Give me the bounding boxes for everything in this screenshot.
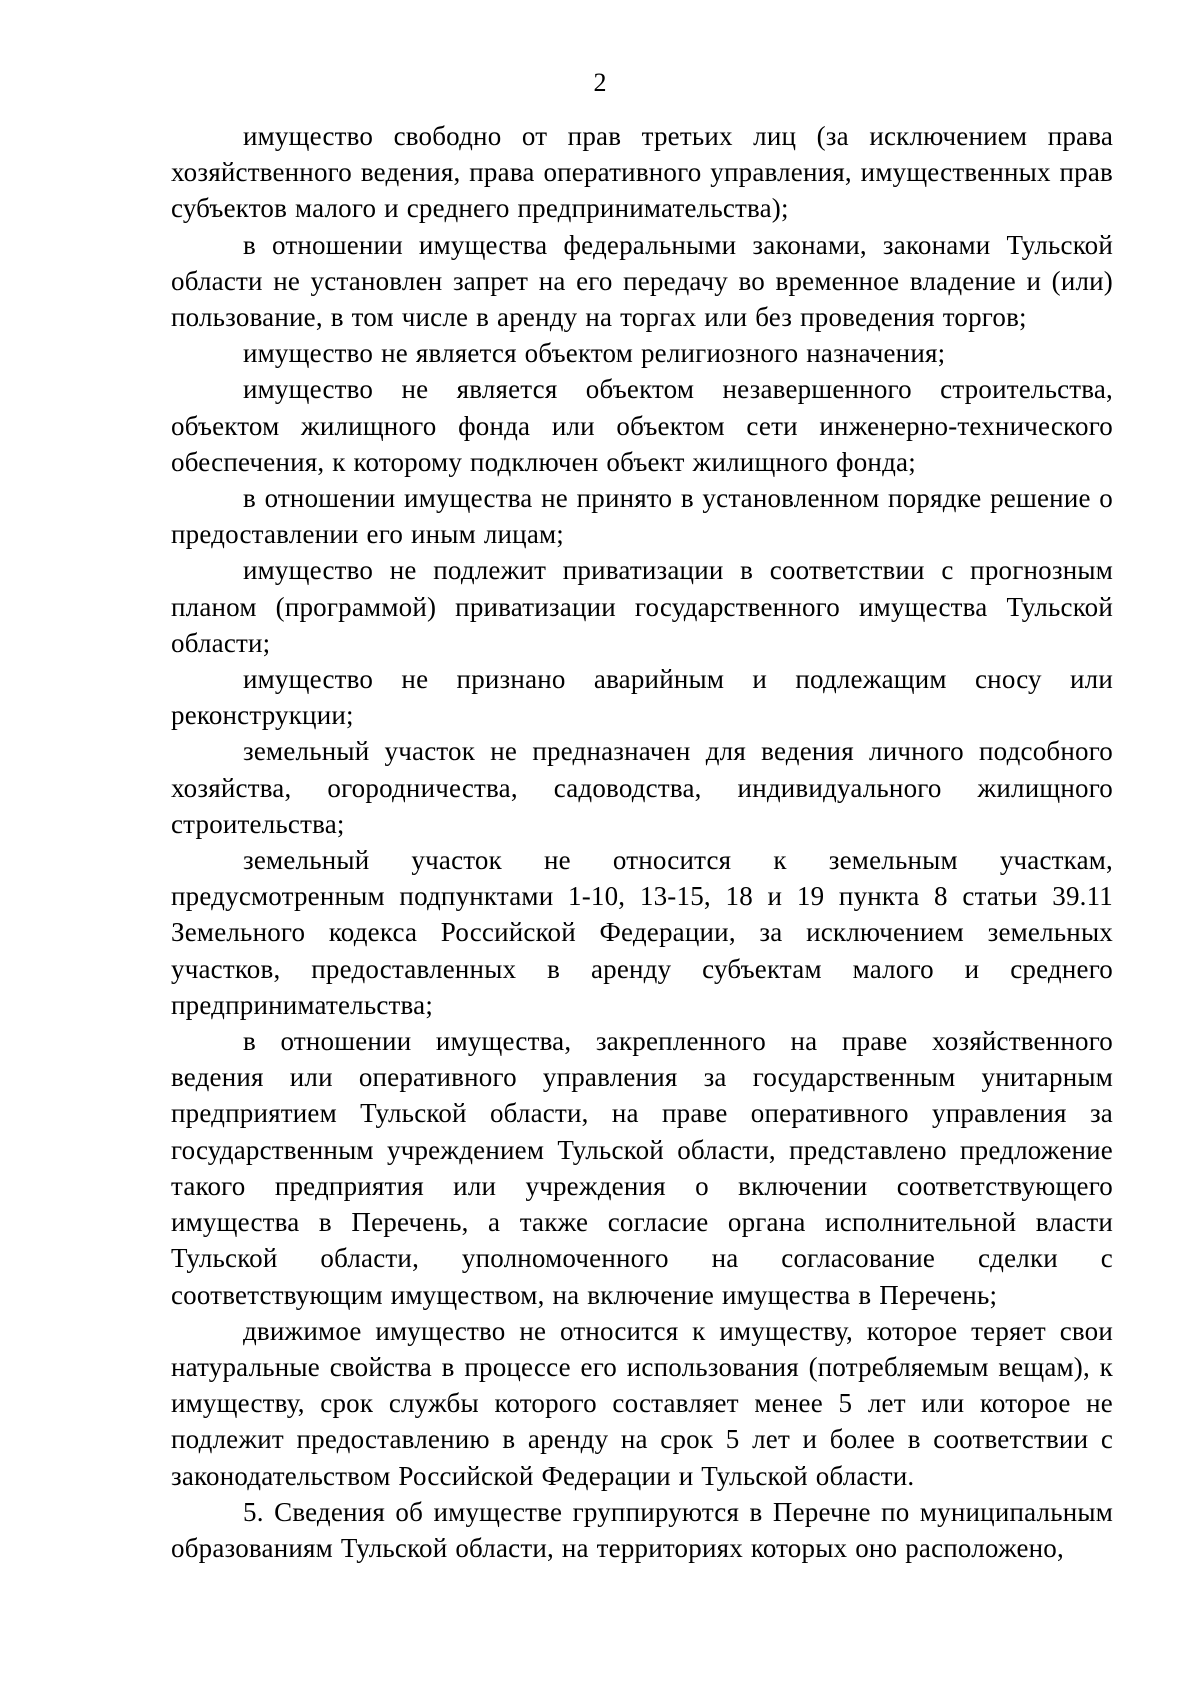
page-number: 2 xyxy=(593,68,607,97)
paragraph-enterprise-proposal: в отношении имущества, закрепленного на праве хозяйственного ведения или оперативного управления за государственным унитарным предприятием Тульской области, на праве оперативного управления за государственным учреждением Тульской области, представлено предложение такого предприятия или учреждения о включении соответствующего имущества в Перечень, а также согласие органа исполнительной власти Тульской области, уполномоченного на согласование сделки с соответствующим имуществом, на включение имущества в Перечень; xyxy=(171,1026,1113,1310)
paragraph-privatization: имущество не подлежит приватизации в соответствии с прогнозным планом (программой) приватизации государственного имущества Тульской области; xyxy=(171,555,1113,658)
paragraph-land-code: земельный участок не относится к земельным участкам, предусмотренным подпунктами 1-10, 13-15, 18 и 19 пункта 8 статьи 39.11 Земельного кодекса Российской Федерации, за исключением земельных участков, предоставленных в аренду субъектам малого и среднего предпринимательства; xyxy=(171,845,1113,1020)
paragraph-land-purpose: земельный участок не предназначен для ведения личного подсобного хозяйства, огородничества, садоводства, индивидуального жилищного строительства; xyxy=(171,736,1113,839)
paragraph-transfer-ban: в отношении имущества федеральными законами, законами Тульской области не установлен запрет на его передачу во временное владение и (или) пользование, в том числе в аренду на торгах или без проведения торгов; xyxy=(171,229,1113,333)
document-body xyxy=(171,118,1113,1566)
paragraph-prior-decision: в отношении имущества не принято в установленном порядке решение о предоставлении его иным лицам; xyxy=(171,483,1113,550)
paragraph-religious-purpose: имущество не является объектом религиозного назначения; xyxy=(243,338,946,369)
paragraph-third-party-rights: имущество свободно от прав третьих лиц (за исключением права хозяйственного ведения, права оперативного управления, имущественных прав субъектов малого и среднего предпринимательства); xyxy=(171,121,1113,224)
paragraph-unfinished-construction: имущество не является объектом незавершенного строительства, объектом жилищного фонда или объектом сети инженерно-технического обеспечения, к которому подключен объект жилищного фонда; xyxy=(171,374,1113,477)
paragraph-movable-property: движимое имущество не относится к имуществу, которое теряет свои натуральные свойства в процессе его использования (потребляемым вещам), к имуществу, срок службы которого составляет менее 5 лет или которое не подлежит предоставлению в аренду на срок 5 лет и более в соответствии с законодательством Российской Федерации и Тульской области. xyxy=(171,1315,1113,1491)
paragraph-section-5: 5. Сведения об имуществе группируются в Перечне по муниципальным образованиям Тульской области, на территориях которых оно расположено, xyxy=(171,1496,1113,1563)
paragraph-emergency: имущество не признано аварийным и подлежащим сносу или реконструкции; xyxy=(171,664,1113,731)
